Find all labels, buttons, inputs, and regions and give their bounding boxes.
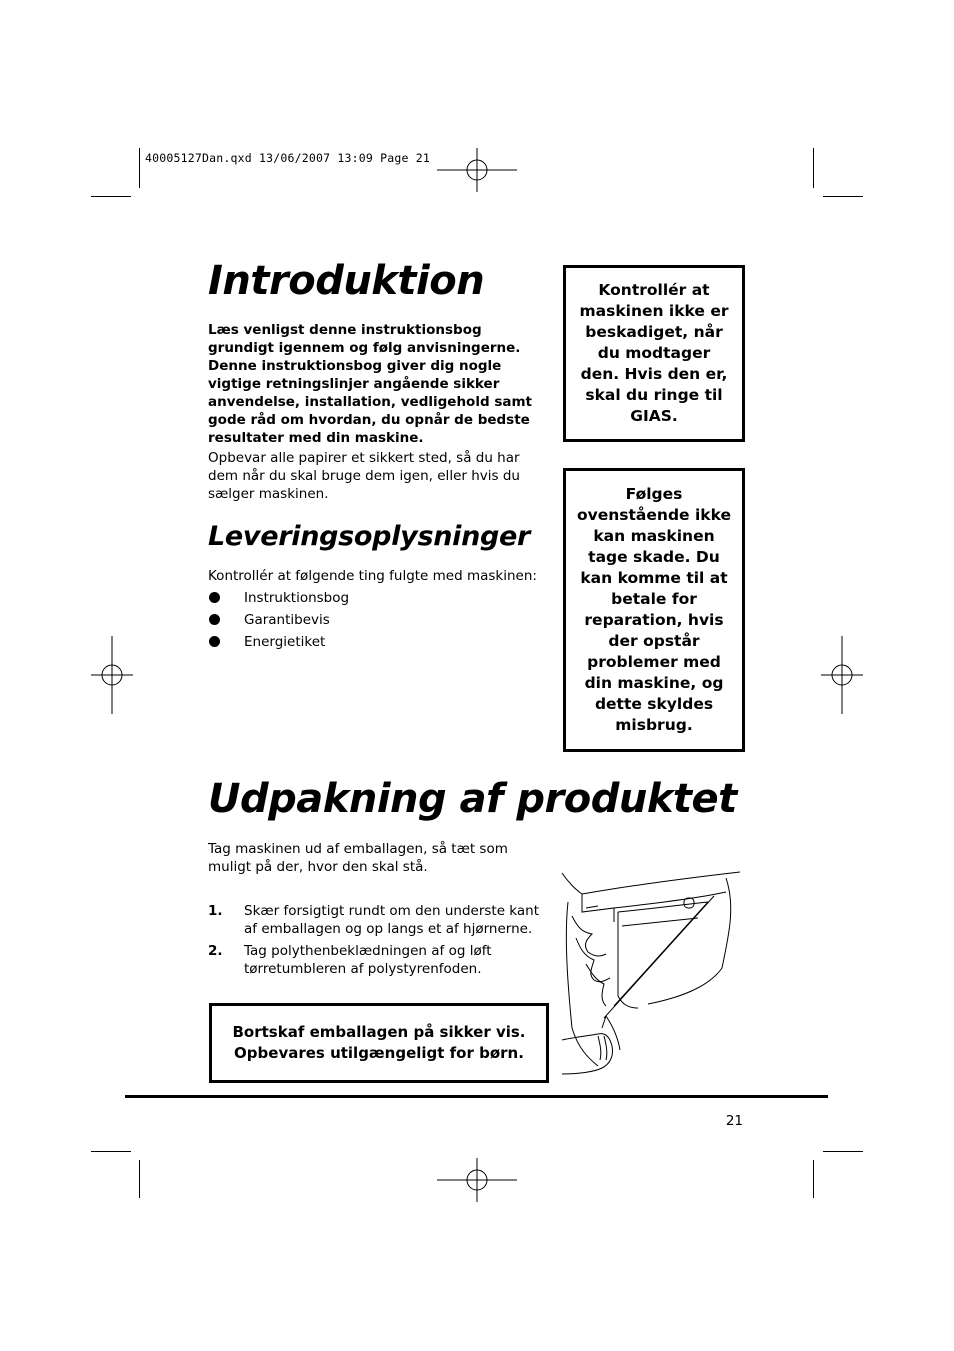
bullet-icon [209,592,220,603]
registration-mark-right [821,636,863,714]
delivery-intro: Kontrollér at følgende ting fulgte med maskinen: [208,568,537,584]
delivery-list [208,589,508,655]
list-item: 1. Skær forsigtigt rundt om den underste kant af emballagen og op langs et af hjørnerne. [208,903,540,937]
bullet-icon [209,636,220,647]
bullet-icon [209,614,220,625]
notice-box: Bortskaf emballagen på sikker vis. Opbevares utilgængeligt for børn. [209,1003,549,1083]
warning-box-damage: Kontrollér at maskinen ikke er beskadiget, når du modtager den. Hvis den er, skal du ringe til GIAS. [563,265,745,442]
intro-body-paragraph: Opbevar alle papirer et sikkert sted, så du har dem når du skal bruge dem igen, eller hvis du sælger maskinen. [208,450,520,502]
intro-lead-paragraph: Læs venligst denne instruktionsbog grundigt igennem og følg anvisningerne. Denne instruktionsbog giver dig nogle vigtige retningslinjer angående sikker anvendelse, installation, vedligehold samt gode råd om hvordan, du opnår de bedste resultater med din maskine. [208,322,532,446]
file-slug: 40005127Dan.qxd 13/06/2007 13:09 Page 21 [145,151,430,165]
unpacking-heading: Udpakning af produktet [208,776,737,822]
list-item: Instruktionsbog [208,589,508,611]
registration-mark-left [91,636,133,714]
unpacking-illustration [558,868,748,1080]
delivery-heading: Leveringsoplysninger [208,521,531,552]
unpacking-intro: Tag maskinen ud af emballagen, så tæt som muligt på der, hvor den skal stå. [208,841,508,875]
page-number: 21 [725,1113,743,1129]
list-item: Energietiket [208,633,508,655]
registration-mark-top [437,148,517,192]
intro-heading: Introduktion [208,258,485,304]
unpacking-steps [208,902,548,982]
footer-rule [125,1095,828,1098]
warning-box-misuse: Følges ovenstående ikke kan maskinen tage skade. Du kan komme til at betale for reparation, hvis der opstår problemer med din maskine, og dette skyldes misbrug. [563,468,745,752]
list-item: 2. Tag polythenbeklædningen af og løft tørretumbleren af polystyrenfoden. [208,943,492,977]
list-item: Garantibevis [208,611,508,633]
registration-mark-bottom [437,1158,517,1202]
